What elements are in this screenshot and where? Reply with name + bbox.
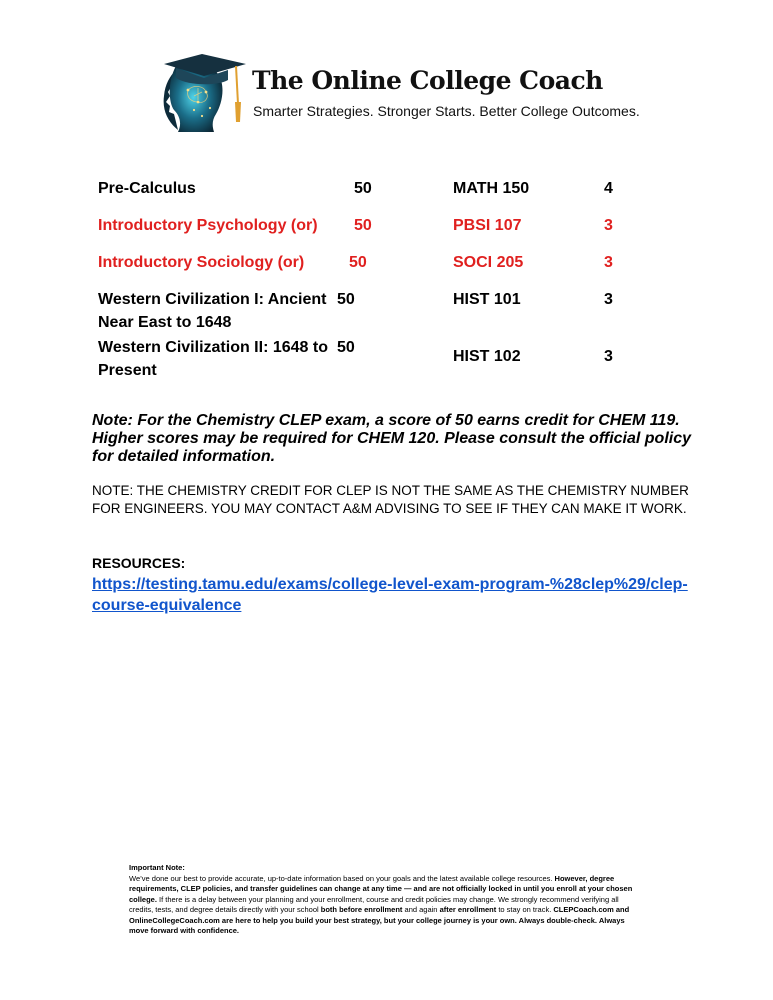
brand-tagline: Smarter Strategies. Stronger Starts. Better College Outcomes.: [253, 103, 640, 119]
resources-link[interactable]: https://testing.tamu.edu/exams/college-level-exam-program-%28clep%29/clep-course-equivalence: [92, 576, 688, 614]
course-code: MATH 150: [453, 180, 530, 197]
course-code: PBSI 107: [453, 217, 522, 234]
disclaimer-text: to stay on track.: [496, 905, 554, 914]
score: 50: [337, 339, 355, 356]
graduate-head-icon: [158, 52, 250, 132]
disclaimer-bold: However, degree requirements, CLEP policies, and transfer guidelines can change at any time — and are not officially locked in until you enroll at your chosen college.: [129, 873, 633, 904]
disclaimer-text: and again: [402, 905, 440, 914]
course-code: HIST 101: [453, 291, 521, 308]
credits: 3: [604, 291, 613, 308]
credits: 3: [604, 217, 613, 234]
chemistry-note: Note: For the Chemistry CLEP exam, a score of 50 earns credit for CHEM 119. Higher scores may be required for CHEM 120. Please consult the official policy for detailed information.: [92, 412, 692, 465]
score: 50: [354, 217, 372, 234]
course-name-line2: Present: [98, 362, 157, 379]
disclaimer-heading: Important Note:: [129, 863, 185, 872]
score: 50: [354, 180, 372, 197]
disclaimer-bold: both before enrollment: [320, 905, 403, 914]
score: 50: [337, 291, 355, 308]
credits: 3: [604, 348, 613, 365]
resources-heading: RESOURCES:: [92, 555, 186, 571]
brand-title: The Online College Coach: [252, 66, 603, 95]
disclaimer-bold: after enrollment: [439, 905, 497, 914]
disclaimer: [129, 863, 639, 937]
course-name-line1: Western Civilization I: Ancient: [98, 291, 327, 308]
engineering-note: NOTE: THE CHEMISTRY CREDIT FOR CLEP IS NOT THE SAME AS THE CHEMISTRY NUMBER FOR ENGINEERS. YOU MAY CONTACT A&M ADVISING TO SEE IF THEY CAN MAKE IT WORK.: [92, 483, 689, 516]
course-name: Introductory Sociology (or): [98, 254, 305, 271]
course-name-line2: Near East to 1648: [98, 314, 232, 331]
course-name: Introductory Psychology (or): [98, 217, 318, 234]
course-name: Pre-Calculus: [98, 180, 196, 197]
course-code: HIST 102: [453, 348, 521, 365]
credits: 3: [604, 254, 613, 271]
score: 50: [349, 254, 367, 271]
course-code: SOCI 205: [453, 254, 524, 271]
disclaimer-text: We’ve done our best to provide accurate, up-to-date information based on your goals and the latest available college resources.: [129, 873, 555, 883]
course-name-line1: Western Civilization II: 1648 to: [98, 339, 328, 356]
disclaimer-text: If there is a delay between your planning and your enrollment, course and credit policies may change. We strongly recommend verifying all credits, tests, and degree details directly with your school: [129, 894, 619, 914]
credits: 4: [604, 180, 613, 197]
disclaimer-bold: CLEPCoach.com and OnlineCollegeCoach.com are here to help you build your best strategy, but your college journey is your own. Always double-check. Always move forward with confidence.: [129, 905, 630, 935]
